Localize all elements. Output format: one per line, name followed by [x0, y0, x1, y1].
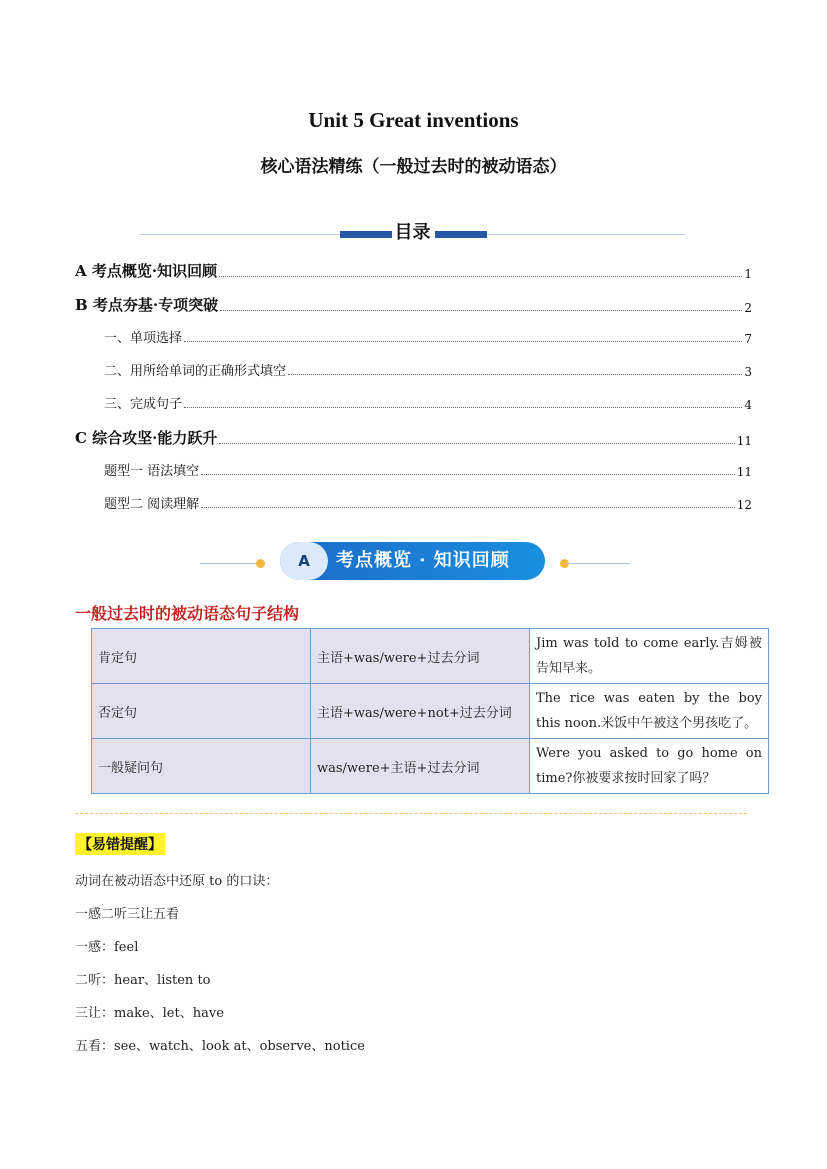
toc-item[interactable] — [104, 493, 752, 512]
pattern-cell: was/were+主语+过去分词 — [311, 739, 530, 794]
toc-item-page: 1 — [744, 267, 752, 281]
toc-item-label: C 综合攻坚·能力跃升 — [75, 429, 218, 447]
toc-item-label: 二、用所给单词的正确形式填空 — [104, 364, 287, 379]
tip-line: 二听：hear、listen to — [75, 973, 211, 988]
toc-header — [140, 218, 685, 244]
example-cell: Were you asked to go home on time?你被要求按时回家了吗？ — [530, 739, 769, 794]
toc-leader-dots — [219, 275, 742, 277]
section-a-title: 考点概览 · 知识回顾 — [336, 550, 510, 571]
toc-item-page: 11 — [736, 465, 752, 479]
sentence-type-cell: 否定句 — [92, 684, 311, 739]
toc-item-label: 题型一 语法填空 — [104, 464, 200, 479]
sentence-type-cell: 一般疑问句 — [92, 739, 311, 794]
toc-leader-dots — [184, 340, 742, 342]
section-a-banner — [200, 540, 630, 584]
tip-line: 一感：feel — [75, 940, 139, 955]
toc-item[interactable] — [75, 260, 752, 281]
toc-item[interactable] — [104, 327, 752, 346]
toc-item[interactable] — [75, 427, 752, 448]
toc-leader-dots — [220, 309, 742, 311]
toc-item-label: A 考点概览·知识回顾 — [75, 262, 218, 280]
structure-heading: 一般过去时的被动语态句子结构 — [75, 604, 300, 623]
pattern-cell: 主语+was/were+not+过去分词 — [311, 684, 530, 739]
table-row — [92, 739, 769, 794]
toc-item-page: 7 — [744, 332, 752, 346]
toc-item[interactable] — [104, 360, 752, 379]
toc-item-label: 三、完成句子 — [104, 397, 183, 412]
sentence-type-cell: 肯定句 — [92, 629, 311, 684]
document-title: Unit 5 Great inventions — [308, 108, 519, 132]
tip-line: 一感二听三让五看 — [75, 907, 180, 922]
pattern-cell: 主语+was/were+过去分词 — [311, 629, 530, 684]
toc-item[interactable] — [104, 393, 752, 412]
section-a-pill — [280, 542, 545, 580]
section-divider — [75, 813, 747, 814]
toc-leader-dots — [219, 442, 734, 444]
table-row — [92, 629, 769, 684]
document-subtitle: 核心语法精练（一般过去时的被动语态） — [260, 157, 567, 177]
toc-leader-dots — [184, 406, 742, 408]
toc-leader-dots — [201, 506, 735, 508]
toc-item-label: B 考点夯基·专项突破 — [75, 296, 219, 314]
toc-item-label: 题型二 阅读理解 — [104, 497, 200, 512]
toc-item-page: 3 — [744, 365, 752, 379]
tip-line: 三让：make、let、have — [75, 1006, 224, 1021]
tip-label: 【易错提醒】 — [75, 833, 165, 855]
table-row — [92, 684, 769, 739]
section-a-badge: A — [280, 542, 328, 580]
toc-leader-dots — [201, 473, 735, 475]
toc-item-page: 12 — [736, 498, 752, 512]
toc-item-page: 11 — [736, 434, 752, 448]
banner-rule-left — [200, 563, 260, 564]
banner-dot-left — [256, 559, 265, 568]
example-cell: Jim was told to come early.吉姆被告知早来。 — [530, 629, 769, 684]
example-cell: The rice was eaten by the boy this noon.米饭中午被这个男孩吃了。 — [530, 684, 769, 739]
toc-item-page: 2 — [744, 301, 752, 315]
toc-leader-dots — [288, 373, 742, 375]
toc-label: 目录 — [394, 222, 431, 243]
toc-item[interactable] — [75, 294, 752, 315]
toc-item[interactable] — [104, 460, 752, 479]
tip-line: 动词在被动语态中还原 to 的口诀： — [75, 874, 279, 889]
tip-line: 五看：see、watch、look at、observe、notice — [75, 1039, 365, 1054]
toc-item-page: 4 — [744, 398, 752, 412]
toc-item-label: 一、单项选择 — [104, 331, 183, 346]
banner-rule-right — [566, 563, 630, 564]
structure-table — [91, 628, 769, 794]
